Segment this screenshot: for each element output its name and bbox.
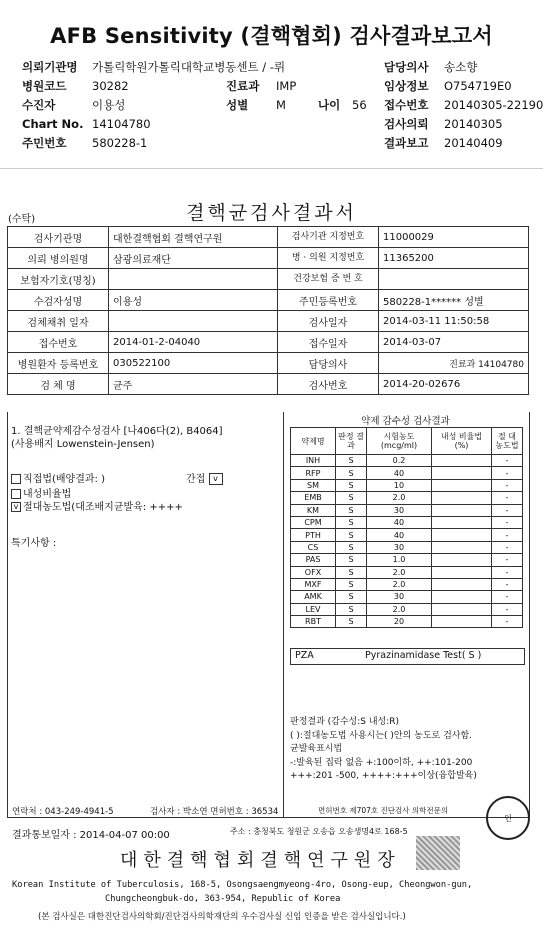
field-value: 20140409: [444, 136, 503, 150]
table-cell: PAS: [291, 554, 336, 566]
table-cell: 검 체 명: [8, 374, 109, 395]
table-cell: RFP: [291, 467, 336, 479]
table-cell: 접수번호: [8, 332, 109, 353]
table-row: [8, 374, 529, 395]
table-row: [291, 479, 523, 491]
table-cell: 2.0: [367, 492, 432, 504]
table-cell: EMB: [291, 492, 336, 504]
table-cell: 20: [367, 616, 432, 628]
table-cell: -: [492, 591, 523, 603]
table-row: [291, 603, 523, 615]
pza-label: PZA: [295, 650, 314, 661]
table-cell: 보험자기호(명칭): [8, 269, 109, 290]
method-absolute: [11, 498, 183, 513]
interpretation-notes: [290, 716, 477, 784]
table-row: [291, 616, 523, 628]
table-row: [8, 248, 529, 269]
table-cell: [432, 541, 492, 553]
table-cell: 검사번호: [278, 374, 379, 395]
table-cell: CS: [291, 541, 336, 553]
method-direct: [11, 470, 105, 485]
note-line: 균발육표시법: [290, 744, 343, 754]
field-label: 주민번호: [22, 136, 67, 150]
field-value: 20140305-22190: [444, 98, 543, 112]
table-cell: 2014-03-07: [379, 332, 529, 353]
table-cell: SM: [291, 479, 336, 491]
field-value: 20140305: [444, 117, 503, 131]
table-cell: [432, 616, 492, 628]
table-cell: [432, 492, 492, 504]
susceptibility-title: 약제 감수성 검사결과: [361, 416, 450, 427]
table-row: [291, 467, 523, 479]
table-cell: LEV: [291, 603, 336, 615]
table-cell: 11000029: [379, 227, 529, 248]
field-value: 30282: [92, 79, 129, 93]
table-row: [291, 504, 523, 516]
table-cell: S: [336, 504, 367, 516]
column-header: 시험농도 (mcg/ml): [367, 428, 432, 455]
table-cell: 2.0: [367, 566, 432, 578]
table-cell: 30: [367, 591, 432, 603]
table-cell: [379, 269, 529, 290]
table-cell: -: [492, 492, 523, 504]
table-cell: KM: [291, 504, 336, 516]
table-cell: -: [492, 455, 523, 467]
field-value: 가톨릭학원가톨릭대학교병동센트 / -뤼: [92, 60, 286, 74]
table-cell: S: [336, 467, 367, 479]
table-cell: 대한결핵협회 결핵연구원: [109, 227, 278, 248]
table-cell: -: [492, 467, 523, 479]
table-cell: 병원환자 등록번호: [8, 353, 109, 374]
table-cell: S: [336, 566, 367, 578]
table-cell: OFX: [291, 566, 336, 578]
table-row: [291, 554, 523, 566]
table-cell: S: [336, 554, 367, 566]
seal-stamp: [486, 796, 530, 840]
table-row: [291, 541, 523, 553]
report-header-title: AFB Sensitivity (결핵협회) 검사결과보고서: [50, 24, 493, 48]
column-header: 약제명: [291, 428, 336, 455]
checkbox-checked: v: [11, 502, 21, 512]
table-cell: S: [336, 455, 367, 467]
table-cell: S: [336, 529, 367, 541]
table-row: [8, 353, 529, 374]
note-line: +++:201 -500, ++++:+++이상(융합발육): [290, 771, 477, 781]
table-header: [291, 428, 523, 455]
table-cell: [432, 516, 492, 528]
field-label: 진료과: [226, 79, 260, 93]
table-cell: 11365200: [379, 248, 529, 269]
receipt-label: (수탁): [8, 214, 36, 225]
table-row: [8, 269, 529, 290]
table-row: [8, 227, 529, 248]
examiner: 검사자 : 박소연 면허번호 : 36534: [150, 807, 279, 817]
test-item-title: 1. 결핵균약제감수성검사 [나406다(2), B4064]: [11, 426, 223, 437]
table-cell: 주민등록번호: [278, 290, 379, 311]
table-cell: 균주: [109, 374, 278, 395]
field-value: IMP: [276, 79, 297, 93]
table-cell: [432, 504, 492, 516]
table-cell: 30: [367, 504, 432, 516]
table-cell: -: [492, 554, 523, 566]
table-cell: -: [492, 603, 523, 615]
organization-address-en: Chungcheongbuk-do, 363-954, Republic of Korea: [105, 894, 341, 904]
table-cell: 030522100: [109, 353, 278, 374]
table-cell: 2014-03-11 11:50:58: [379, 311, 529, 332]
table-cell: 삼광의료재단: [109, 248, 278, 269]
table-cell: 580228-1****** 성별: [379, 290, 529, 311]
table-row: [8, 332, 529, 353]
table-cell: 40: [367, 516, 432, 528]
table-row: [291, 455, 523, 467]
table-cell: [109, 269, 278, 290]
table-cell: [432, 603, 492, 615]
field-value: 56: [352, 98, 367, 112]
column-header: 내성 비율법(%): [432, 428, 492, 455]
table-row: [8, 311, 529, 332]
method-label: 절대농도법(대조배지균발육: ++++: [23, 502, 183, 513]
table-cell: 40: [367, 529, 432, 541]
table-cell: 접수일자: [278, 332, 379, 353]
table-cell: 10: [367, 479, 432, 491]
field-value: 14104780: [92, 117, 151, 131]
organization-name: 대한결핵협회결핵연구원장: [120, 850, 401, 871]
note-line: ( ):절대농도법 사용시는( )안의 농도로 검사함.: [290, 730, 473, 741]
table-cell: [432, 554, 492, 566]
table-cell: -: [492, 529, 523, 541]
table-cell: S: [336, 603, 367, 615]
report-date: 결과통보일자 : 2014-04-07 00:00: [12, 830, 170, 841]
susceptibility-rows: [291, 455, 523, 628]
scanned-report-title: 결핵균검사결과서: [186, 202, 357, 224]
certification-note: (본 검사실은 대한진단검사의학회/진단검사의학재단의 우수검사실 신임 인증을 받은 검사실입니다.): [38, 912, 406, 922]
license-number: 면허번호 제707호 진단검사 의학전문의: [318, 806, 449, 815]
table-cell: S: [336, 591, 367, 603]
table-cell: -: [492, 504, 523, 516]
checkbox: [11, 474, 21, 484]
checkbox-checked: v: [209, 473, 223, 485]
table-cell: 2.0: [367, 603, 432, 615]
table-row: [291, 516, 523, 528]
table-cell: 담당의사: [278, 353, 379, 374]
note-line: -:발육된 집락 없음 +:100이하, ++:101-200: [290, 757, 473, 768]
table-row: [8, 290, 529, 311]
method-label: 직접법(배양결과: ): [23, 474, 105, 485]
table-cell: 건강보험 증 번 호: [278, 269, 379, 290]
header-row: [22, 115, 542, 133]
table-row: [291, 492, 523, 504]
contact-phone: 연락처 : 043-249-4941-5: [12, 807, 114, 817]
table-cell: AMK: [291, 591, 336, 603]
field-label: 나이: [318, 98, 341, 112]
method-label: 내성비율법: [23, 489, 72, 500]
header-row: [22, 96, 542, 114]
table-cell: [432, 455, 492, 467]
table-cell: 2.0: [367, 578, 432, 590]
field-value: 이용성: [92, 98, 126, 112]
table-cell: 수검자성명: [8, 290, 109, 311]
table-cell: -: [492, 479, 523, 491]
table-cell: 검사기관 지정번호: [278, 227, 379, 248]
susceptibility-table: [290, 427, 523, 628]
method-label: 간접: [186, 474, 206, 485]
header-row: [22, 58, 542, 76]
table-cell: -: [492, 616, 523, 628]
table-cell: 검사기관명: [8, 227, 109, 248]
table-row: [291, 578, 523, 590]
field-value: M: [276, 98, 286, 112]
field-label: 임상정보: [384, 79, 429, 93]
table-cell: S: [336, 541, 367, 553]
organization-address-en: Korean Institute of Tuberculosis, 168-5, Osongsaengmyeong-4ro, Osong-eup, Cheongwon-gun,: [12, 880, 473, 890]
field-label: 성별: [226, 98, 249, 112]
table-row: [291, 566, 523, 578]
seal-text: 인: [504, 813, 512, 823]
table-cell: S: [336, 479, 367, 491]
pza-row: [290, 648, 525, 665]
field-value: 580228-1: [92, 136, 148, 150]
field-label: 의뢰기관명: [22, 60, 78, 74]
table-cell: S: [336, 616, 367, 628]
test-medium: (사용배지 Lowenstein-Jensen): [11, 439, 155, 450]
table-cell: S: [336, 578, 367, 590]
table-cell: -: [492, 566, 523, 578]
table-cell: [432, 479, 492, 491]
table-cell: [432, 591, 492, 603]
table-row: [291, 529, 523, 541]
table-cell: -: [492, 578, 523, 590]
pza-value: Pyrazinamidase Test( S ): [365, 650, 482, 661]
test-method-panel: [7, 412, 284, 818]
table-cell: 0.2: [367, 455, 432, 467]
field-label: 담당의사: [384, 60, 429, 74]
table-cell: CPM: [291, 516, 336, 528]
table-cell: 이용성: [109, 290, 278, 311]
table-cell: 진료과 14104780: [379, 353, 529, 374]
table-cell: -: [492, 541, 523, 553]
table-cell: 검체채취 일자: [8, 311, 109, 332]
table-cell: RBT: [291, 616, 336, 628]
table-cell: -: [492, 516, 523, 528]
table-cell: 검사일자: [278, 311, 379, 332]
field-label: 결과보고: [384, 136, 429, 150]
table-cell: 40: [367, 467, 432, 479]
table-cell: [432, 467, 492, 479]
special-notes-label: 특기사항 :: [11, 538, 57, 549]
table-cell: MXF: [291, 578, 336, 590]
table-cell: [432, 566, 492, 578]
divider: [0, 168, 543, 169]
field-value: 송소향: [444, 60, 478, 74]
divider: [7, 817, 529, 818]
field-label: 병원코드: [22, 79, 67, 93]
table-cell: 2014-01-2-04040: [109, 332, 278, 353]
table-cell: S: [336, 492, 367, 504]
method-indirect: [186, 470, 225, 485]
official-seal: [416, 836, 460, 870]
patient-info-table: [7, 226, 529, 395]
field-label: 수진자: [22, 98, 56, 112]
header-row: [22, 77, 542, 95]
table-cell: PTH: [291, 529, 336, 541]
table-cell: [432, 529, 492, 541]
table-cell: [109, 311, 278, 332]
column-header: 판정 결과: [336, 428, 367, 455]
header-row: [22, 134, 542, 152]
field-value: O754719E0: [444, 79, 512, 93]
table-cell: 병 · 의원 지정번호: [278, 248, 379, 269]
field-label: 검사의뢰: [384, 117, 429, 131]
table-cell: 1.0: [367, 554, 432, 566]
note-line: 판정결과 (감수성:S 내성:R): [290, 717, 400, 727]
field-label: Chart No.: [22, 117, 84, 131]
field-label: 접수번호: [384, 98, 429, 112]
table-cell: 30: [367, 541, 432, 553]
column-header: 절 대 농도법: [492, 428, 523, 455]
table-cell: [432, 578, 492, 590]
table-cell: INH: [291, 455, 336, 467]
table-cell: S: [336, 516, 367, 528]
table-cell: 의뢰 병의원명: [8, 248, 109, 269]
table-row: [291, 591, 523, 603]
address: 주소 : 충청북도 청원군 오송읍 오송생명4로 168-5: [230, 827, 408, 836]
table-cell: 2014-20-02676: [379, 374, 529, 395]
